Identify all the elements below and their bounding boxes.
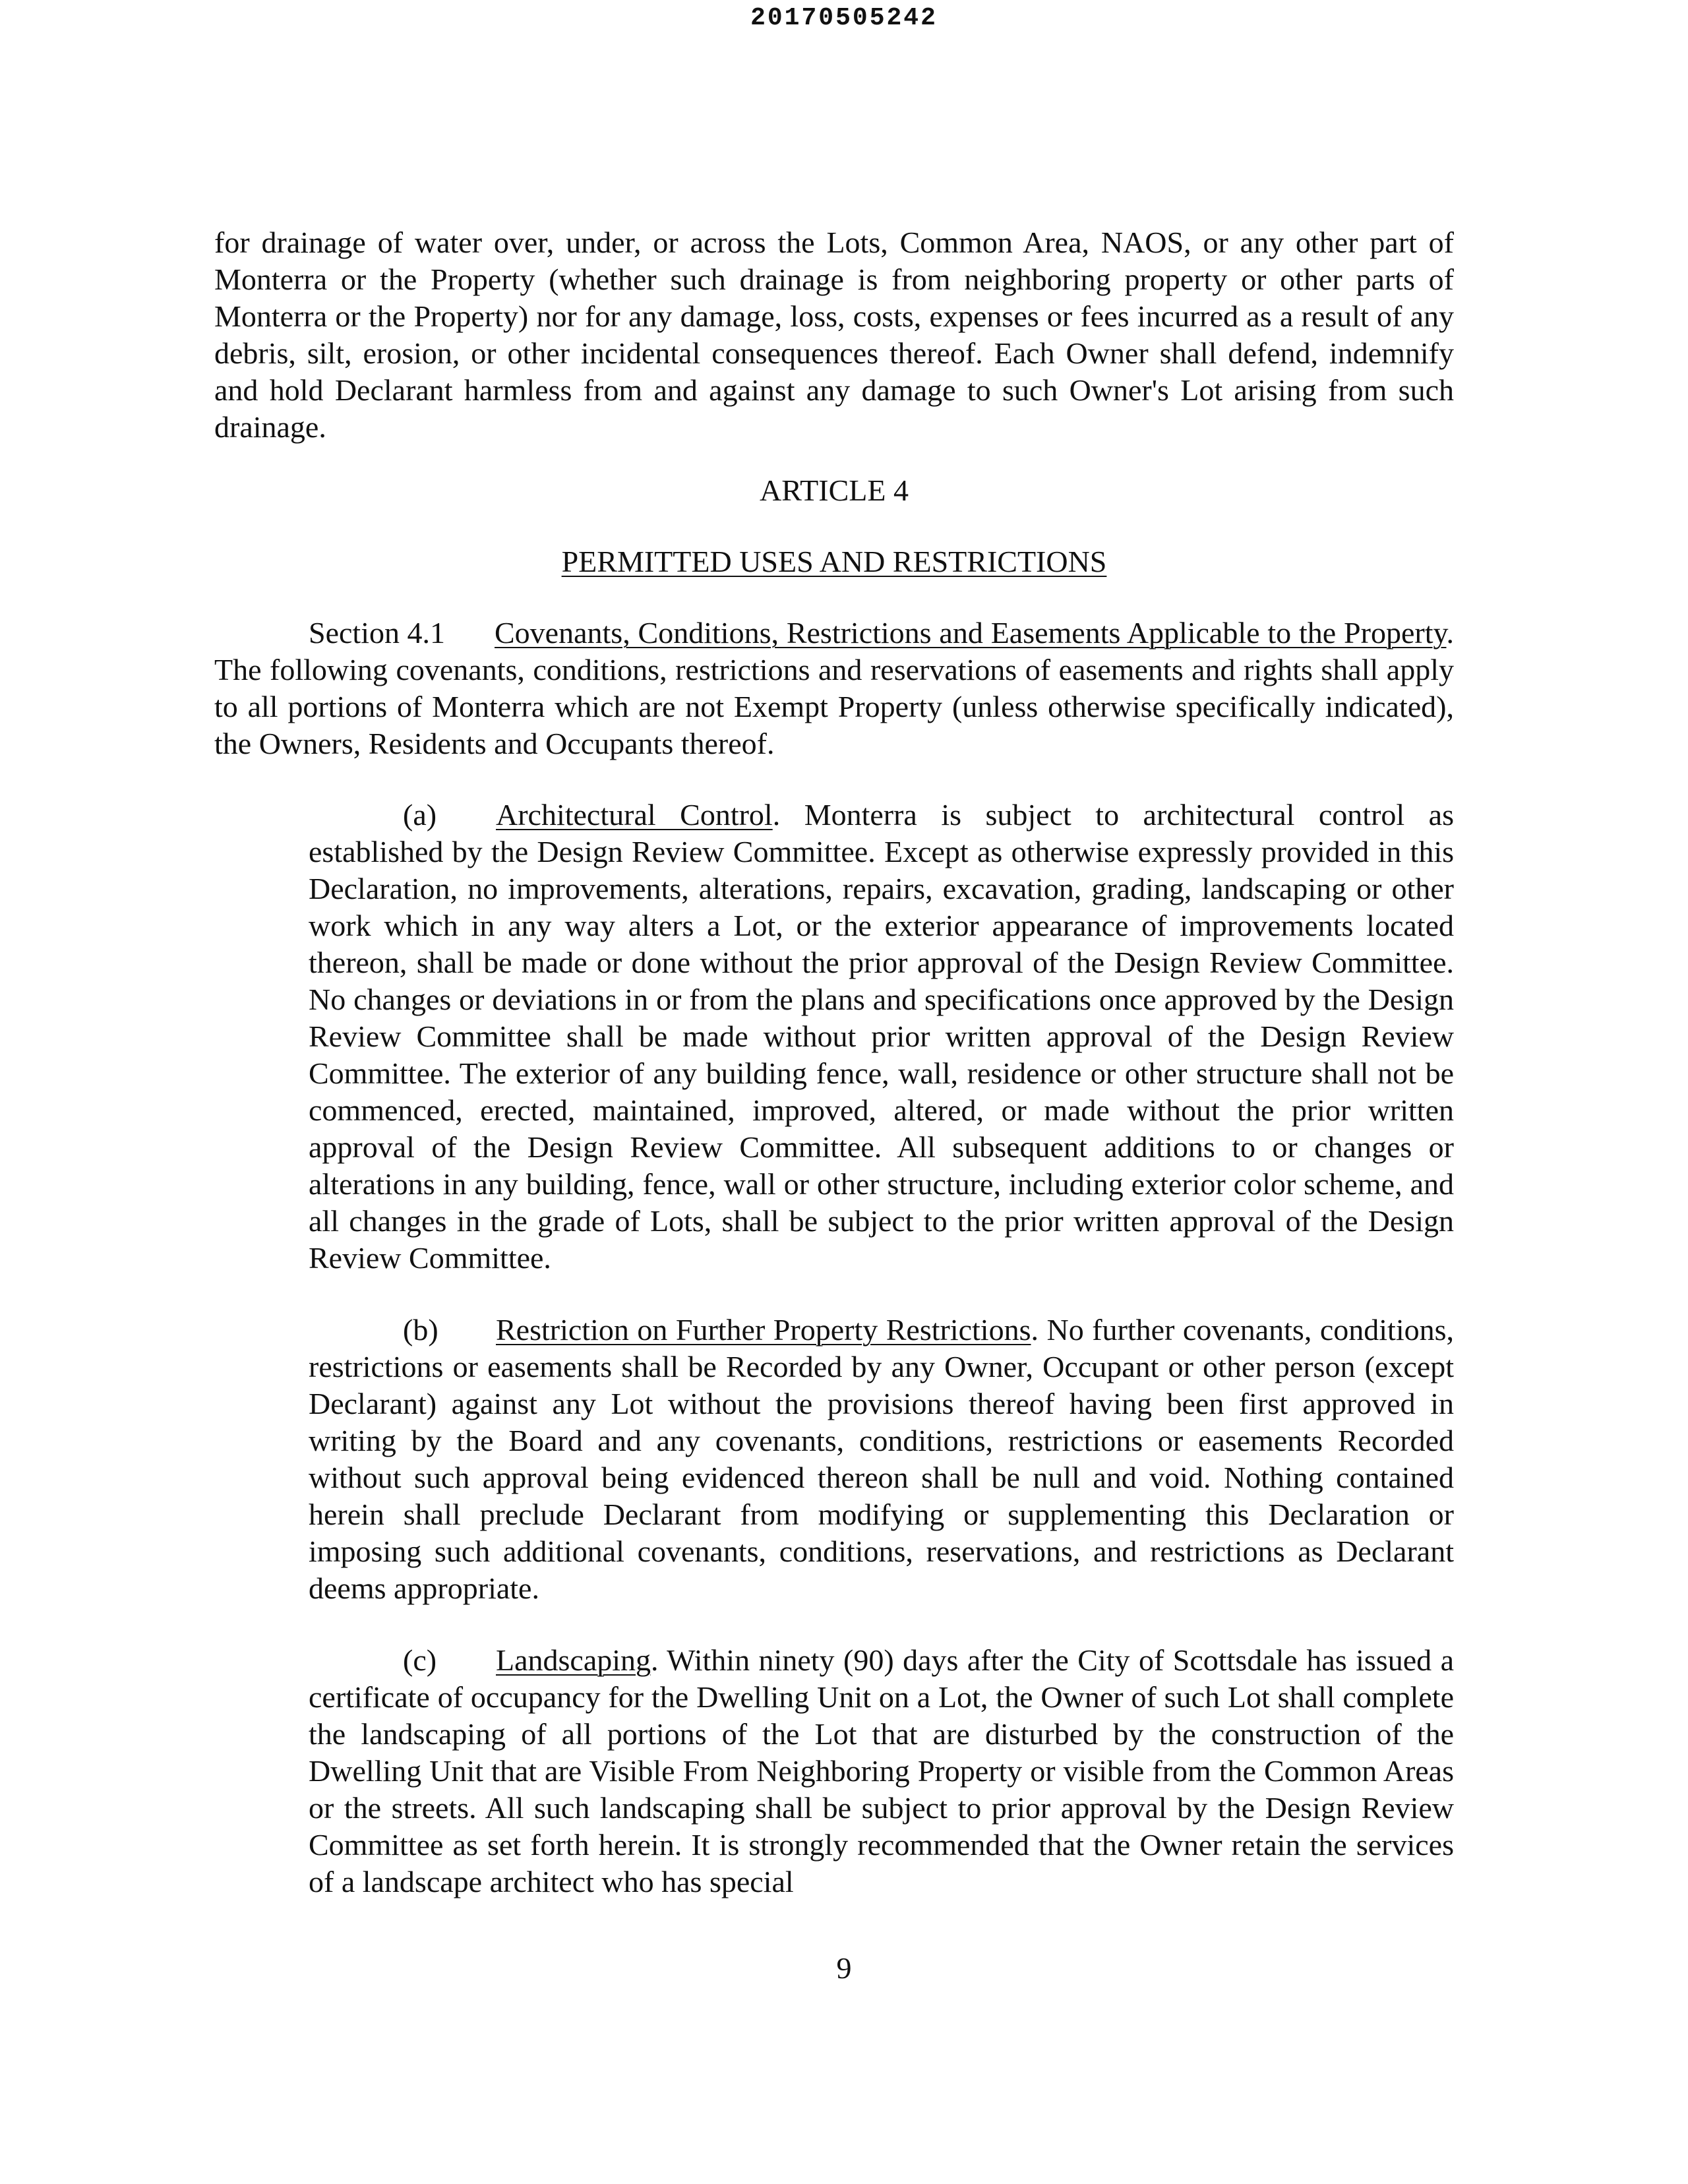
- item-label: (a): [403, 798, 437, 832]
- item-text: . Within ninety (90) days after the City of Scottsdale has issued a certificate of occupancy for the Dwelling Unit on a Lot, the Owner of such Lot shall complete the landscaping of all portions of the Lot that are disturbed by the construction of the Dwelling Unit that are Visible From Neighboring Property or visible from the Common Areas or the streets. All such landscaping shall be subject to prior approval by the Design Review Committee as set forth herein. It is strongly recommended that the Owner retain the services of a landscape architect who has special: [309, 1643, 1454, 1898]
- article-title: [214, 543, 1454, 580]
- item-c: [309, 1642, 1454, 1900]
- item-text: . Monterra is subject to architectural control as established by the Design Review Committee. Except as otherwise expressly provided in this Declaration, no improvements, alterations, repairs, excavation, grading, landscaping or other work which in any way alters a Lot, or the exterior appearance of improvements located thereon, shall be made or done without the prior approval of the Design Review Committee. No changes or deviations in or from the plans and specifications once approved by the Design Review Committee shall be made without prior written approval of the Design Review Committee. The exterior of any building fence, wall, residence or other structure shall not be commenced, erected, maintained, improved, altered, or made without the prior written approval of the Design Review Committee. All subsequent additions to or changes or alterations in any building, fence, wall or other structure, including exterior color scheme, and all changes in the grade of Lots, shall be subject to the prior written approval of the Design Review Committee.: [309, 798, 1454, 1275]
- item-a: [309, 797, 1454, 1277]
- recording-number: 20170505242: [750, 4, 938, 32]
- page-number: 9: [836, 1951, 852, 1985]
- article-number: ARTICLE 4: [760, 473, 909, 507]
- item-label: (c): [403, 1643, 437, 1677]
- section-heading: Covenants, Conditions, Restrictions and Easements Applicable to the Property: [495, 616, 1447, 650]
- item-heading: Landscaping: [496, 1643, 651, 1677]
- intro-paragraph: for drainage of water over, under, or across the Lots, Common Area, NAOS, or any other part of Monterra or the Property (whether such drainage is from neighboring property or other parts of Monterra or the Property) nor for any damage, loss, costs, expenses or fees incurred as a result of any debris, silt, erosion, or other incidental consequences thereof. Each Owner shall defend, indemnify and hold Declarant harmless from and against any damage to such Owner's Lot arising from such drainage.: [214, 226, 1454, 444]
- item-heading: Architectural Control: [496, 798, 773, 832]
- item-b: [309, 1312, 1454, 1607]
- section-text: . The following covenants, conditions, restrictions and reservations of easements and rights shall apply to all portions of Monterra which are not Exempt Property (unless otherwise specifically indicated), the Owners, Residents and Occupants thereof.: [214, 616, 1454, 760]
- section-4-1: [214, 615, 1454, 762]
- section-label: Section 4.1: [309, 616, 445, 650]
- item-heading: Restriction on Further Property Restrictions: [496, 1313, 1031, 1347]
- document-body: [214, 224, 1454, 1935]
- item-text: . No further covenants, conditions, restrictions or easements shall be Recorded by any Owner, Occupant or other person (except Declarant) against any Lot without the provisions thereof having been first approved in writing by the Board and any covenants, conditions, restrictions or easements Recorded without such approval being evidenced thereon shall be null and void. Nothing contained herein shall preclude Declarant from modifying or supplementing this Declaration or imposing such additional covenants, conditions, reservations, and restrictions as Declarant deems appropriate.: [309, 1313, 1455, 1605]
- item-label: (b): [403, 1313, 438, 1347]
- article-title-text: PERMITTED USES AND RESTRICTIONS: [561, 545, 1107, 578]
